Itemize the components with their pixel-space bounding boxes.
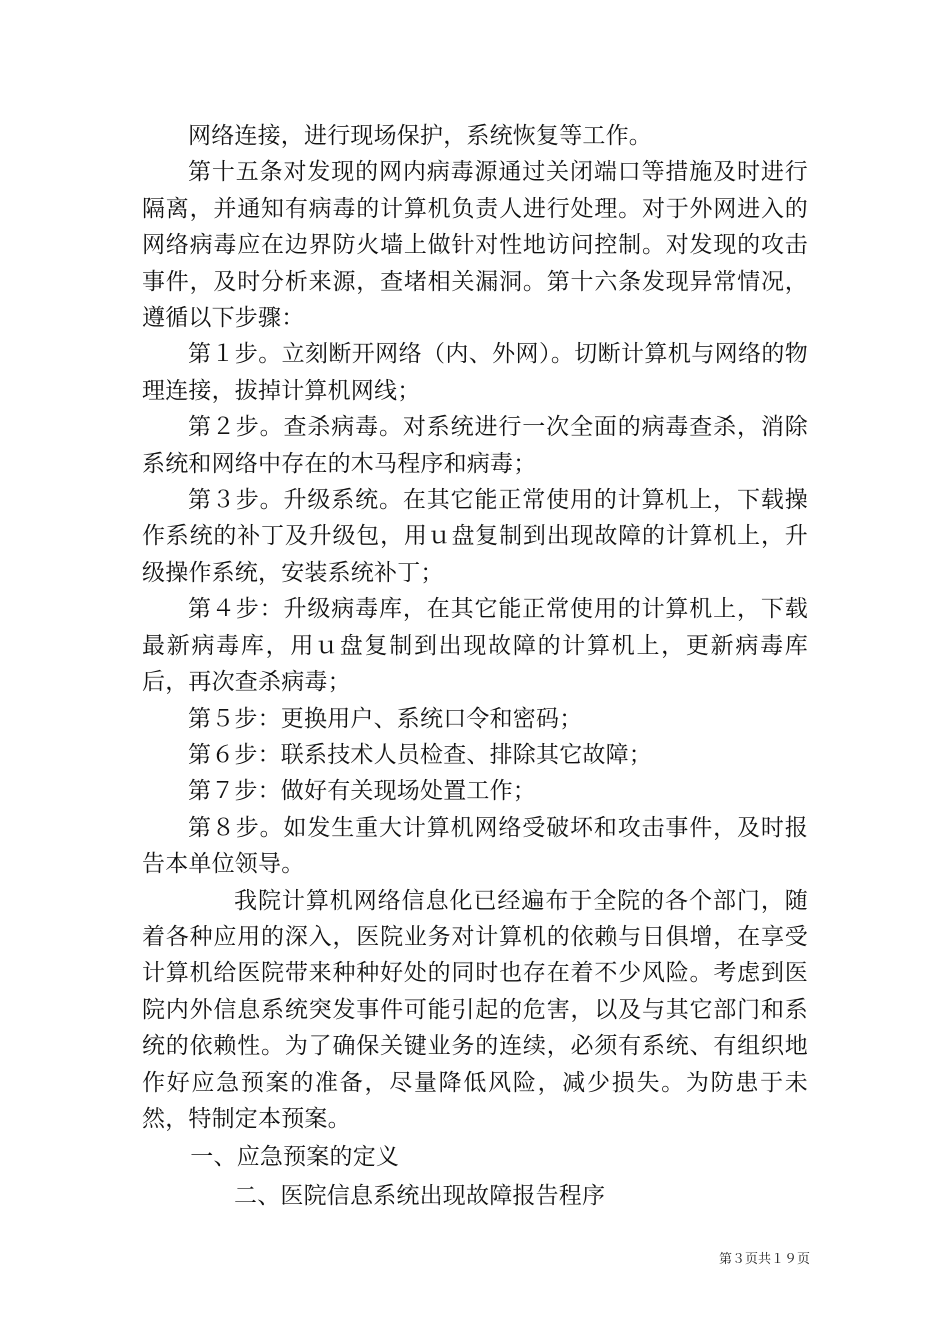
paragraph-step-3: 第３步。升级系统。在其它能正常使用的计算机上，下载操作系统的补丁及升级包，用ｕ盘复制到出现故障的计算机上，升级操作系统，安装系统补丁； [142,487,808,586]
document-body [142,118,808,1214]
paragraph-network-connection: 网络连接，进行现场保护，系统恢复等工作。 [188,123,652,149]
heading-section-1: 一、应急预案的定义 [190,1144,400,1171]
heading-section-2: 二、医院信息系统出现故障报告程序 [234,1182,606,1209]
paragraph-step-5: 第５步：更换用户、系统口令和密码； [188,705,583,732]
paragraph-step-1: 第１步。立刻断开网络（内、外网）。切断计算机与网络的物理连接，拔掉计算机网线； [142,341,808,404]
paragraph-step-4: 第４步：升级病毒库，在其它能正常使用的计算机上，下载最新病毒库，用ｕ盘复制到出现故障的计算机上，更新病毒库后，再次查杀病毒； [142,596,808,696]
paragraph-article-15: 第十五条对发现的网内病毒源通过关闭端口等措施及时进行隔离，并通知有病毒的计算机负责人进行处理。对于外网进入的网络病毒应在边界防火墙上做针对性地访问控制。对发现的攻击事件，及时分析来源，查堵相关漏洞。第十六条发现异常情况，遵循以下步骤： [142,159,808,332]
page-number: 第３页共１９页 [718,1252,810,1267]
paragraph-hospital-intro: 我院计算机网络信息化已经遍布于全院的各个部门，随着各种应用的深入，医院业务对计算机的依赖与日俱增，在享受计算机给医院带来种种好处的同时也存在着不少风险。考虑到医院内外信息系统突发事件可能引起的危害，以及与其它部门和系统的依赖性。为了确保关键业务的连续，必须有系统、有组织地作好应急预案的准备，尽量降低风险，减少损失。为防患于未然，特制定本预案。 [142,887,808,1132]
paragraph-step-2: 第２步。查杀病毒。对系统进行一次全面的病毒查杀，消除系统和网络中存在的木马程序和病毒； [142,414,808,477]
paragraph-step-6: 第６步：联系技术人员检查、排除其它故障； [188,741,652,768]
paragraph-step-7: 第７步：做好有关现场处置工作； [188,778,536,805]
paragraph-step-8: 第８步。如发生重大计算机网络受破坏和攻击事件，及时报告本单位领导。 [142,814,808,878]
